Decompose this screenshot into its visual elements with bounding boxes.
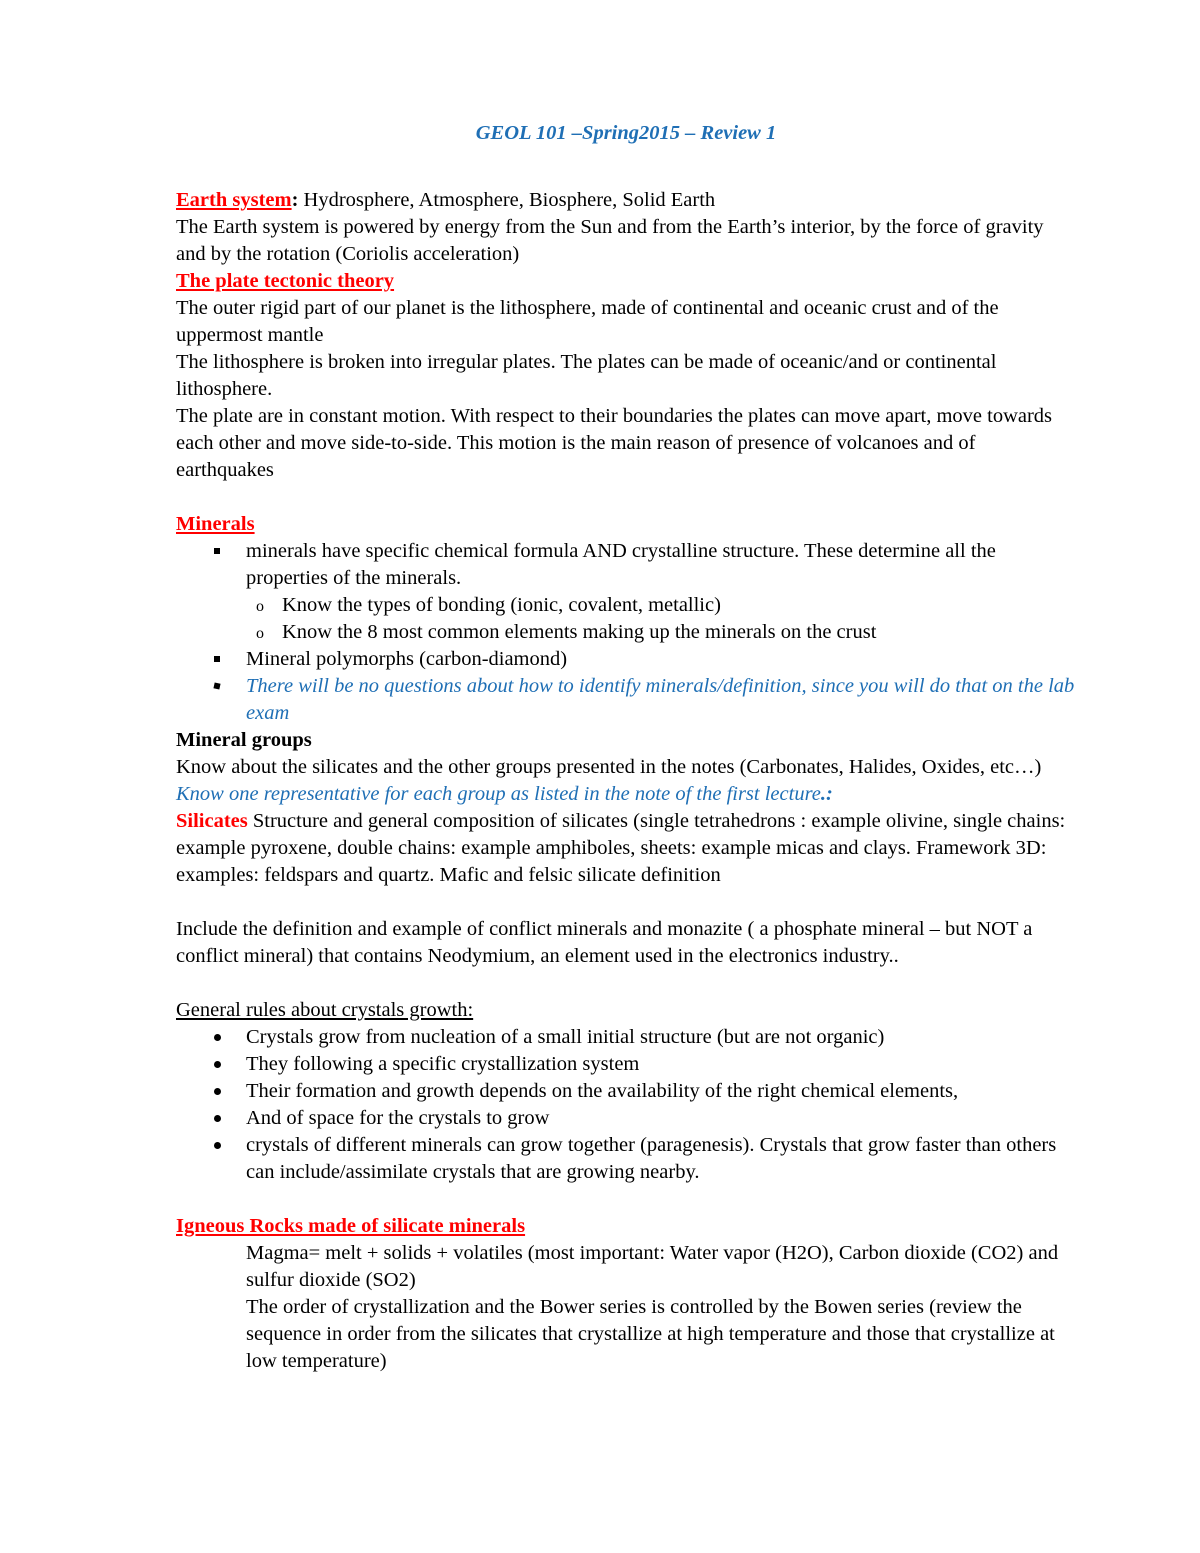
plate-tectonics-paragraph: The plate are in constant motion. With respect to their boundaries the plates can move apart, move towards each other and move side-to-side. This motion is the main reason of presence of volcanoes and of earthquakes bbox=[176, 405, 1053, 481]
list-item bbox=[176, 1051, 1076, 1078]
page-title: GEOL 101 –Spring2015 – Review 1 bbox=[475, 122, 777, 144]
list-item bbox=[176, 646, 1076, 673]
spacer bbox=[176, 889, 1076, 916]
igneous-magma-text: Magma= melt + solids + volatiles (most important: Water vapor (H2O), Carbon dioxide (CO2) and sulfur dioxide (SO2) bbox=[246, 1242, 1059, 1291]
minerals-heading: Minerals bbox=[176, 513, 255, 535]
earth-system-text: The Earth system is powered by energy from the Sun and from the Earth’s interior, by the force of gravity and by the rotation (Coriolis acceleration) bbox=[176, 216, 1044, 265]
mineral-groups-note: Know one representative for each group as listed in the note of the first lecture bbox=[176, 783, 821, 805]
list-item bbox=[176, 1024, 1076, 1051]
circle-bullet-icon: o bbox=[256, 598, 264, 615]
circle-bullet-icon: o bbox=[256, 625, 264, 642]
spacer bbox=[176, 1186, 1076, 1213]
spacer bbox=[176, 970, 1076, 997]
list-item bbox=[176, 592, 1076, 619]
list-item-text: There will be no questions about how to identify minerals/definition, since you will do that on the lab exam bbox=[246, 675, 1075, 724]
square-bullet-icon bbox=[213, 682, 220, 689]
list-item bbox=[176, 1105, 1076, 1132]
plate-tectonics-paragraph: The outer rigid part of our planet is the lithosphere, made of continental and oceanic crust and of the uppermost mantle bbox=[176, 297, 999, 346]
round-bullet-icon bbox=[214, 1142, 221, 1149]
conflict-minerals-paragraph: Include the definition and example of conflict minerals and monazite ( a phosphate mineral – but NOT a conflict mineral) that contains Neodymium, an element used in the electronics industry.. bbox=[176, 918, 1033, 967]
list-item-text: minerals have specific chemical formula AND crystalline structure. These determine all the properties of the minerals. bbox=[246, 540, 996, 589]
earth-system-list: Hydrosphere, Atmosphere, Biosphere, Solid Earth bbox=[298, 189, 716, 211]
minerals-list bbox=[176, 538, 1076, 727]
plate-tectonics-heading: The plate tectonic theory bbox=[176, 270, 395, 292]
igneous-heading: Igneous Rocks made of silicate minerals bbox=[176, 1215, 526, 1237]
list-item-text: Know the types of bonding (ionic, covalent, metallic) bbox=[282, 594, 721, 616]
list-item-text: And of space for the crystals to grow bbox=[246, 1107, 550, 1129]
round-bullet-icon bbox=[214, 1061, 221, 1068]
mineral-groups-heading: Mineral groups bbox=[176, 729, 312, 751]
mineral-groups-text bbox=[176, 754, 1076, 808]
square-bullet-icon bbox=[214, 548, 220, 554]
list-item-text: Their formation and growth depends on the availability of the right chemical elements, bbox=[246, 1080, 959, 1102]
list-item-text: Crystals grow from nucleation of a small initial structure (but are not organic) bbox=[246, 1026, 885, 1048]
round-bullet-icon bbox=[214, 1115, 221, 1122]
spacer bbox=[176, 484, 1076, 511]
earth-system-colon: : bbox=[291, 189, 299, 211]
document-page bbox=[176, 113, 1076, 1375]
igneous-bowen-text: The order of crystallization and the Bower series is controlled by the Bowen series (review the sequence in order from the silicates that crystallize at high temperature and those that crystallize at low temperature) bbox=[246, 1296, 1055, 1372]
silicates-text: Structure and general composition of silicates (single tetrahedrons : example olivine, single chains: example pyroxene, double chains: example amphiboles, sheets: example micas and clays. Framework 3D: examples: feldspars and quartz. Mafic and felsic silicate definition bbox=[176, 810, 1066, 886]
list-item bbox=[176, 538, 1076, 592]
list-item-text: Mineral polymorphs (carbon-diamond) bbox=[246, 648, 568, 670]
crystals-heading: General rules about crystals growth: bbox=[176, 999, 474, 1021]
list-item-text: crystals of different minerals can grow together (paragenesis). Crystals that grow faster than others can include/assimilate crystals that are growing nearby. bbox=[246, 1134, 1057, 1183]
silicates-label: Silicates bbox=[176, 810, 248, 832]
list-item bbox=[176, 1132, 1076, 1186]
earth-system-line bbox=[176, 187, 1076, 214]
earth-system-heading: Earth system bbox=[176, 189, 292, 211]
plate-tectonics-paragraph: The lithosphere is broken into irregular plates. The plates can be made of oceanic/and or continental lithosphere. bbox=[176, 351, 997, 400]
list-item-text: Know the 8 most common elements making up the minerals on the crust bbox=[282, 621, 877, 643]
mineral-groups-body: Know about the silicates and the other groups presented in the notes (Carbonates, Halides, Oxides, etc…) bbox=[176, 756, 1042, 778]
round-bullet-icon bbox=[214, 1034, 221, 1041]
round-bullet-icon bbox=[214, 1088, 221, 1095]
list-item bbox=[176, 673, 1076, 727]
silicates-paragraph bbox=[176, 808, 1076, 889]
square-bullet-icon bbox=[214, 656, 220, 662]
list-item bbox=[176, 619, 1076, 646]
mineral-groups-note-suffix: .: bbox=[820, 783, 833, 805]
list-item-text: They following a specific crystallization system bbox=[246, 1053, 640, 1075]
list-item bbox=[176, 1078, 1076, 1105]
crystals-list bbox=[176, 1024, 1076, 1186]
